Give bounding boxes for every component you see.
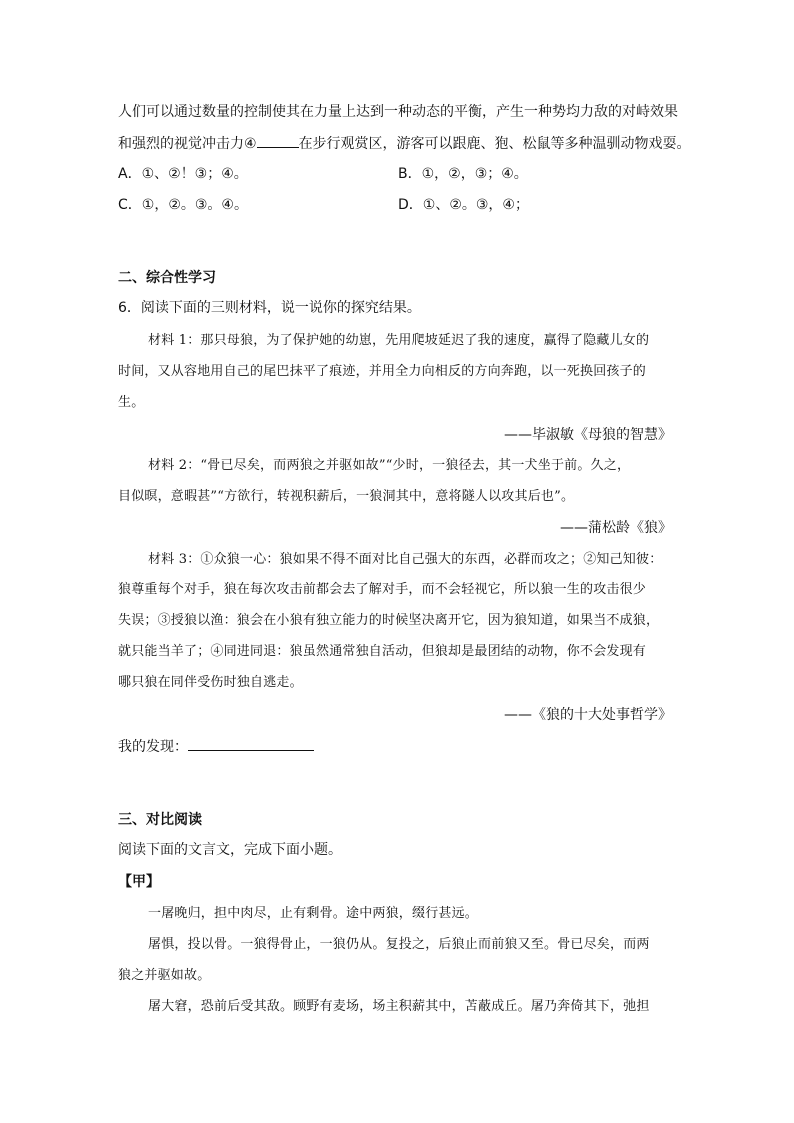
- material-1-line-2: 时间，又从容地用自己的尾巴抹平了痕迹，并用全力向相反的方向奔跑，以一死换回孩子的: [118, 364, 647, 379]
- option-b: B．①，②，③；④。: [398, 166, 528, 182]
- material-1-line-3: 生。: [118, 395, 145, 410]
- material-2-line-2: 目似暝，意暇甚”“方欲行，转视积薪后，一狼洞其中，意将隧人以攻其后也”。: [118, 489, 575, 504]
- option-d: D．①、②。③，④；: [398, 197, 529, 213]
- question-6: 6．阅读下面的三则材料，说一说你的探究结果。: [118, 300, 421, 316]
- finding-label: 我的发现：: [118, 739, 188, 755]
- option-c: C．①，②。③。④。: [118, 197, 248, 213]
- section-3-title: 三、对比阅读: [118, 812, 202, 828]
- passage-jia-label: 【甲】: [118, 874, 160, 890]
- section-3-instruction: 阅读下面的文言文，完成下面小题。: [118, 842, 342, 858]
- material-3-source: ——《狼的十大处事哲学》: [504, 707, 672, 723]
- material-1-source: ——毕淑敏《母狼的智慧》: [504, 427, 672, 443]
- material-3-line-5: 哪只狼在同伴受伤时独自逃走。: [118, 675, 303, 690]
- option-a: A．①、②！③；④。: [118, 166, 248, 182]
- passage-line-2-start: 和强烈的视觉冲击力④: [118, 136, 257, 152]
- jia-para-2-line-1: 屠惧，投以骨。一狼得骨止，一狼仍从。复投之，后狼止而前狼又至。骨已尽矣，而两: [148, 937, 650, 952]
- material-3-line-3: 失误；③授狼以渔：狼会在小狼有独立能力的时候坚决离开它，因为狼知道，如果当不成狼，: [118, 613, 660, 628]
- finding-blank: [188, 736, 314, 751]
- passage-line-2-end: 在步行观赏区，游客可以跟鹿、狍、松鼠等多种温驯动物戏耍。: [298, 136, 691, 152]
- material-3-line-1: 材料 3：①众狼一心：狼如果不得不面对比自己强大的东西，必群而攻之；②知己知彼：: [148, 552, 663, 567]
- jia-para-3: 屠大窘，恐前后受其敌。顾野有麦场，场主积薪其中，苫蔽成丘。屠乃奔倚其下，弛担: [148, 999, 650, 1014]
- finding-line: [118, 736, 314, 757]
- answer-blank: [257, 133, 299, 148]
- material-3-line-2: 狼尊重每个对手，狼在每次攻击前都会去了解对手，而不会轻视它，所以狼一生的攻击很少: [118, 582, 647, 597]
- passage-line-2: [118, 133, 691, 154]
- material-3-line-4: 就只能当羊了；④同进同退：狼虽然通常独自活动，但狼却是最团结的动物，你不会发现有: [118, 644, 647, 659]
- material-2-source: ——蒲松龄《狼》: [560, 520, 672, 536]
- passage-line-1: 人们可以通过数量的控制使其在力量上达到一种动态的平衡，产生一种势均力敌的对峙效果: [118, 104, 678, 120]
- material-1-line-1: 材料 1：那只母狼，为了保护她的幼崽，先用爬坡延迟了我的速度，赢得了隐藏儿女的: [148, 333, 650, 348]
- section-2-title: 二、综合性学习: [118, 270, 216, 286]
- jia-para-1: 一屠晚归，担中肉尽，止有剩骨。途中两狼，缀行甚远。: [148, 906, 479, 921]
- jia-para-2-line-2: 狼之并驱如故。: [118, 968, 211, 983]
- material-2-line-1: 材料 2：“骨已尽矣，而两狼之并驱如故”“少时，一狼径去，其一犬坐于前。久之，: [148, 458, 631, 473]
